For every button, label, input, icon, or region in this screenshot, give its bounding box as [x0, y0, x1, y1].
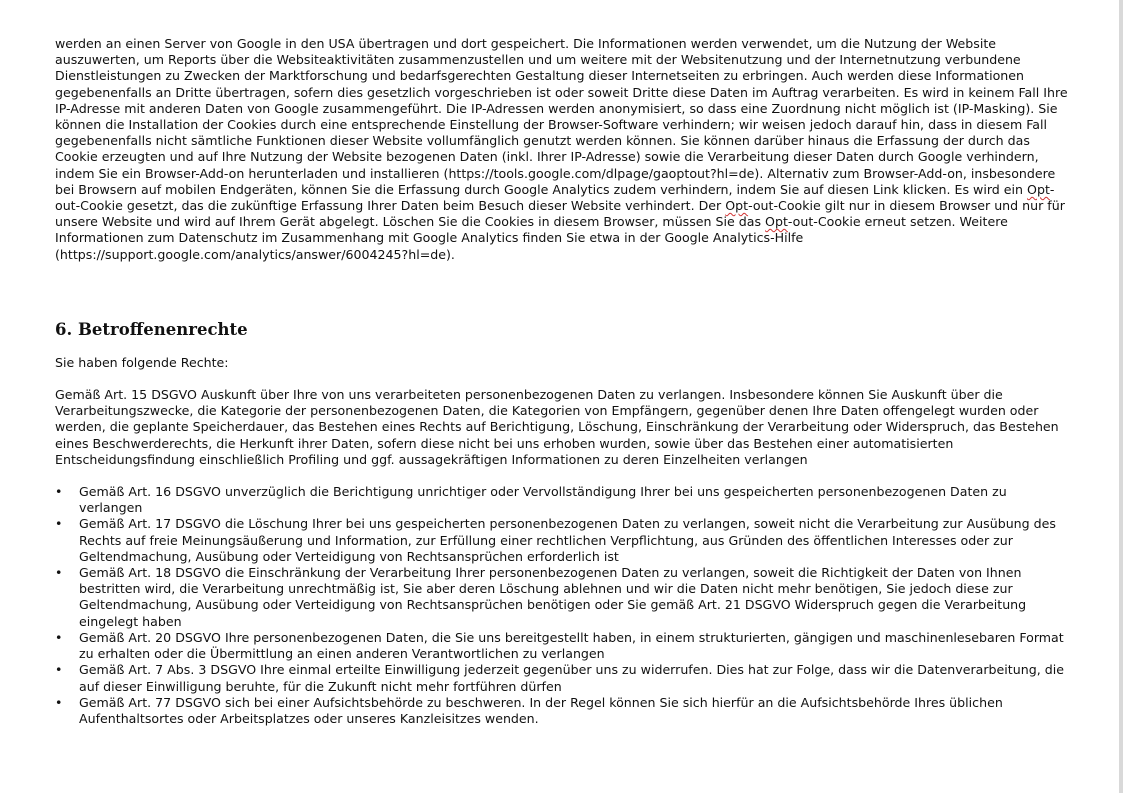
ga-text-part-3: -out-Cookie gilt nur in diesem Browser und nur für unsere Website und wird auf Ihrem Gerät abgelegt. Löschen Sie die Cookies in diesem Browser, müssen Sie das [55, 198, 1065, 230]
spellcheck-word-opt-1: Opt [1027, 181, 1050, 197]
list-item [55, 630, 1073, 662]
page-edge-divider [1119, 0, 1123, 793]
list-item-text: Gemäß Art. 18 DSGVO die Einschränkung der Verarbeitung Ihrer personenbezogenen Daten zu verlangen, soweit die Richtigkeit der Daten von Ihnen bestritten wird, die Verarbeitung unrechtmäßig ist, Sie aber deren Löschung ablehnen und wir die Daten nicht mehr benötigen, Sie jedoch diese zur Geltendmachung, Ausübung oder Verteidigung von Rechtsansprüchen benötigen oder Sie gemäß Art. 21 DSGVO Widerspruch gegen die Verarbeitung eingelegt haben [79, 565, 1027, 629]
list-item [55, 695, 1073, 727]
ga-text-part-4: -out-Cookie erneut setzen. Weitere Informationen zum Datenschutz im Zusammenhang mit Google Analytics finden Sie etwa in der Google Analytics-Hilfe (https://support.google.com/analytics/answer/6004245?hl=de). [55, 214, 1008, 262]
bullet-icon: • [55, 565, 63, 581]
list-item [55, 662, 1073, 694]
list-item-text: Gemäß Art. 16 DSGVO unverzüglich die Berichtigung unrichtiger oder Vervollständigung Ihrer bei uns gespeicherten personenbezogenen Daten zu verlangen [79, 484, 1007, 516]
section-heading: 6. Betroffenenrechte [55, 319, 248, 339]
list-item-text: Gemäß Art. 20 DSGVO Ihre personenbezogenen Daten, die Sie uns bereitgestellt haben, in einem strukturierten, gängigen und maschinenlesebaren Format zu erhalten oder die Übermittlung an einen anderen Verantwortlichen zu verlangen [79, 629, 1064, 662]
list-item [55, 484, 1073, 516]
list-item-text: Gemäß Art. 7 Abs. 3 DSGVO Ihre einmal erteilte Einwilligung jederzeit gegenüber uns zu widerrufen. Dies hat zur Folge, dass wir die Datenverarbeitung, die auf dieser Einwilligung beruhte, für die Zukunft nicht mehr fortführen dürfen [79, 662, 1064, 694]
google-analytics-paragraph [55, 36, 1073, 263]
rights-list [55, 484, 1073, 727]
ga-text-part-1: werden an einen Server von Google in den USA übertragen und dort gespeichert. Die Informationen werden verwendet, um die Nutzung der Website auszuwerten, um Reports über die Websiteaktivitäten zusammenzustellen und um weitere mit der Websitenutzung und der Internetnutzung verbundene Dienstleistungen zu Zwecken der Marktforschung und bedarfsgerechten Gestaltung dieser Internetseiten zu erbringen. Auch werden diese Informationen gegebenenfalls an Dritte übertragen, sofern dies gesetzlich vorgeschrieben ist oder soweit Dritte diese Daten im Auftrag verarbeiten. Es wird in keinem Fall Ihre IP-Adresse mit anderen Daten von Google zusammengeführt. Die IP-Adressen werden anonymisiert, so dass eine Zuordnung nicht möglich ist (IP-Masking). Sie können die Installation der Cookies durch eine entsprechende Einstellung der Browser-Software verhindern; wir weisen jedoch darauf hin, dass in diesem Fall gegebenenfalls nicht sämtliche Funktionen dieser Website vollumfänglich genutzt werden können. Sie können darüber hinaus die Erfassung der durch das Cookie erzeugten und auf Ihre Nutzung der Website bezogenen Daten (inkl. Ihrer IP-Adresse) sowie die Verarbeitung dieser Daten durch Google verhindern, indem Sie ein Browser-Add-on herunterladen und installieren (https://tools.google.com/dlpage/gaoptout?hl=de). Alternativ zum Browser-Add-on, insbesondere bei Browsern auf mobilen Endgeräten, können Sie die Erfassung durch Google Analytics zudem verhindern, indem Sie auf diesen Link klicken. Es wird ein [55, 36, 1068, 197]
spellcheck-word-opt-2: Opt [725, 198, 749, 214]
bullet-icon: • [55, 516, 63, 532]
list-item [55, 565, 1073, 630]
list-item-text: Gemäß Art. 17 DSGVO die Löschung Ihrer bei uns gespeicherten personenbezogenen Daten zu verlangen, soweit nicht die Verarbeitung zur Ausübung des Rechts auf freie Meinungsäußerung und Information, zur Erfüllung einer rechtlichen Verpflichtung, aus Gründen des öffentlichen Interesses oder zur Geltendmachung, Ausübung oder Verteidigung von Rechtsansprüchen erforderlich ist [79, 516, 1056, 564]
rights-intro: Sie haben folgende Rechte: [55, 354, 229, 370]
bullet-icon: • [55, 484, 63, 500]
list-item-text: Gemäß Art. 77 DSGVO sich bei einer Aufsichtsbehörde zu beschweren. In der Regel können Sie sich hierfür an die Aufsichtsbehörde Ihres üblichen Aufenthaltsortes oder Arbeitsplatzes oder unseres Kanzleisitzes wenden. [79, 694, 1003, 726]
ga-text-part-2: -out-Cookie gesetzt, das die zukünftige Erfassung Ihrer Daten beim Besuch dieser Website verhindert. Der [55, 181, 1055, 214]
art15-paragraph: Gemäß Art. 15 DSGVO Auskunft über Ihre von uns verarbeiteten personenbezogenen Daten zu verlangen. Insbesondere können Sie Auskunft über die Verarbeitungszwecke, die Kategorie der personenbezogenen Daten, die Kategorien von Empfängern, gegenüber denen Ihre Daten offengelegt wurden oder werden, die geplante Speicherdauer, das Bestehen eines Rechts auf Berichtigung, Löschung, Einschränkung der Verarbeitung oder Widerspruch, das Bestehen eines Beschwerderechts, die Herkunft ihrer Daten, sofern diese nicht bei uns erhoben wurden, sowie über das Bestehen einer automatisierten Entscheidungsfindung einschließlich Profiling und ggf. aussagekräftigen Informationen zu deren Einzelheiten verlangen [55, 387, 1059, 467]
bullet-icon: • [55, 694, 63, 710]
spellcheck-word-opt-3: Opt [765, 214, 788, 230]
list-item [55, 516, 1073, 565]
document-body [55, 36, 1073, 727]
bullet-icon: • [55, 662, 63, 678]
bullet-icon: • [55, 629, 63, 645]
